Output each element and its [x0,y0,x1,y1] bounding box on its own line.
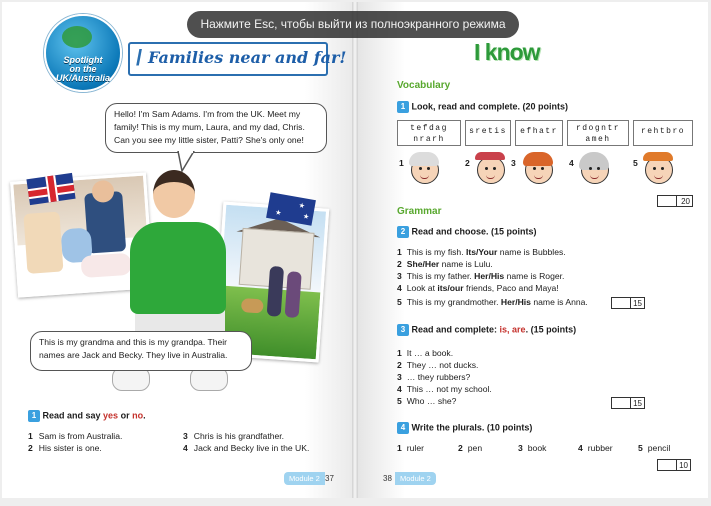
exercise-number-badge: 4 [397,422,409,434]
spotlight-logo [44,14,122,92]
score-box: 10 [657,459,691,471]
i-know-title: I know [474,39,540,65]
choose-line: 1 This is my fish. Its/Your name is Bubbles. [397,247,566,257]
plural-word: 2 pen [458,443,483,453]
complete-line: 3 … they rubbers? [397,372,471,382]
exercise-3-title: 3 Read and complete: is, are. (15 points) [397,324,576,336]
plural-word: 4 rubber [578,443,613,453]
complete-line: 4 This … not my school. [397,384,492,394]
module-label-right: Module 2 [395,472,436,485]
exercise-4-title: 4 Write the plurals. (10 points) [397,422,532,434]
mother-figure [23,212,63,274]
exercise-number-badge: 3 [397,324,409,336]
logo-text: Spotlight on the UK/Australia [55,55,110,83]
complete-line: 2 They … not ducks. [397,360,479,370]
exercise-1-title: 1 Read and say yes or no. [28,410,146,422]
anagram-row [397,120,697,148]
score-box: 15 [611,397,645,409]
lesson-title-banner [128,42,347,76]
statement: 3 Chris is his grandfather. [183,431,285,441]
father-face-icon [521,150,555,186]
sister-face-icon [473,150,507,186]
brother-face-icon [641,150,675,186]
plural-word: 5 pencil [638,443,671,453]
title-slash-icon: / [136,45,143,70]
choose-line: 3 This is my father. Her/His name is Roger. [397,271,565,281]
anagram-box: sretis [465,120,511,146]
anagram-box: tefdag nrarh [397,120,461,146]
grandfather-face-icon [407,150,441,186]
vocabulary-heading: Vocabulary [397,80,451,91]
anagram-box: rdogntr ameh [567,120,629,146]
complete-line: 1 It … a book. [397,348,454,358]
complete-line: 5 Who … she? [397,396,457,406]
page-number-right: 38 [383,474,392,483]
exercise-number-badge: 2 [397,226,409,238]
speech-bubble-sam: Hello! I'm Sam Adams. I'm from the UK. Meet my family! This is my mum, Laura, and my dad, Chris. Can you see my little sister, Patti? She's only one! [105,103,327,153]
speech-bubble-grandparents: This is my grandma and this is my grandpa. Their names are Jack and Becky. They live in Australia. [30,331,252,371]
exercise-1-vocab-title: 1 Look, read and complete. (20 points) [397,101,568,113]
australia-flag-icon: ★ ★ ★ [266,192,316,226]
dog-figure [241,298,264,314]
lesson-title: Families near and far! [148,48,347,67]
statement: 2 His sister is one. [28,443,102,453]
exercise-number-badge: 1 [28,410,40,422]
plural-word: 1 ruler [397,443,424,453]
score-box: 15 [611,297,645,309]
boy-head [153,170,195,218]
plural-word: 3 book [518,443,547,453]
choose-line: 5 This is my grandmother. Her/His name is Anna. [397,297,588,307]
book-spine [352,2,358,498]
choose-line: 4 Look at its/our friends, Paco and Maya! [397,283,559,293]
module-label-left: Module 2 [284,472,325,485]
exercise-number-badge: 1 [397,101,409,113]
boy-sam-figure [130,222,226,314]
globe-icon [62,26,92,48]
grammar-heading: Grammar [397,206,442,217]
choose-line: 2 She/Her name is Lulu. [397,259,493,269]
speech-bubble-tail [176,151,198,173]
statement: 4 Jack and Becky live in the UK. [183,443,310,453]
anagram-box: efhatr [515,120,563,146]
family-faces-row: 1 2 3 4 5 [397,150,697,192]
score-box: 20 [657,195,693,207]
page-number-left: 37 [325,474,334,483]
exercise-2-title: 2 Read and choose. (15 points) [397,226,537,238]
anagram-box: rehtbro [633,120,693,146]
statement: 1 Sam is from Australia. [28,431,123,441]
grandmother-face-icon [577,150,611,186]
birthday-cake [80,253,131,278]
fullscreen-exit-hint: Нажмите Esc, чтобы выйти из полноэкранного режима [187,11,519,38]
